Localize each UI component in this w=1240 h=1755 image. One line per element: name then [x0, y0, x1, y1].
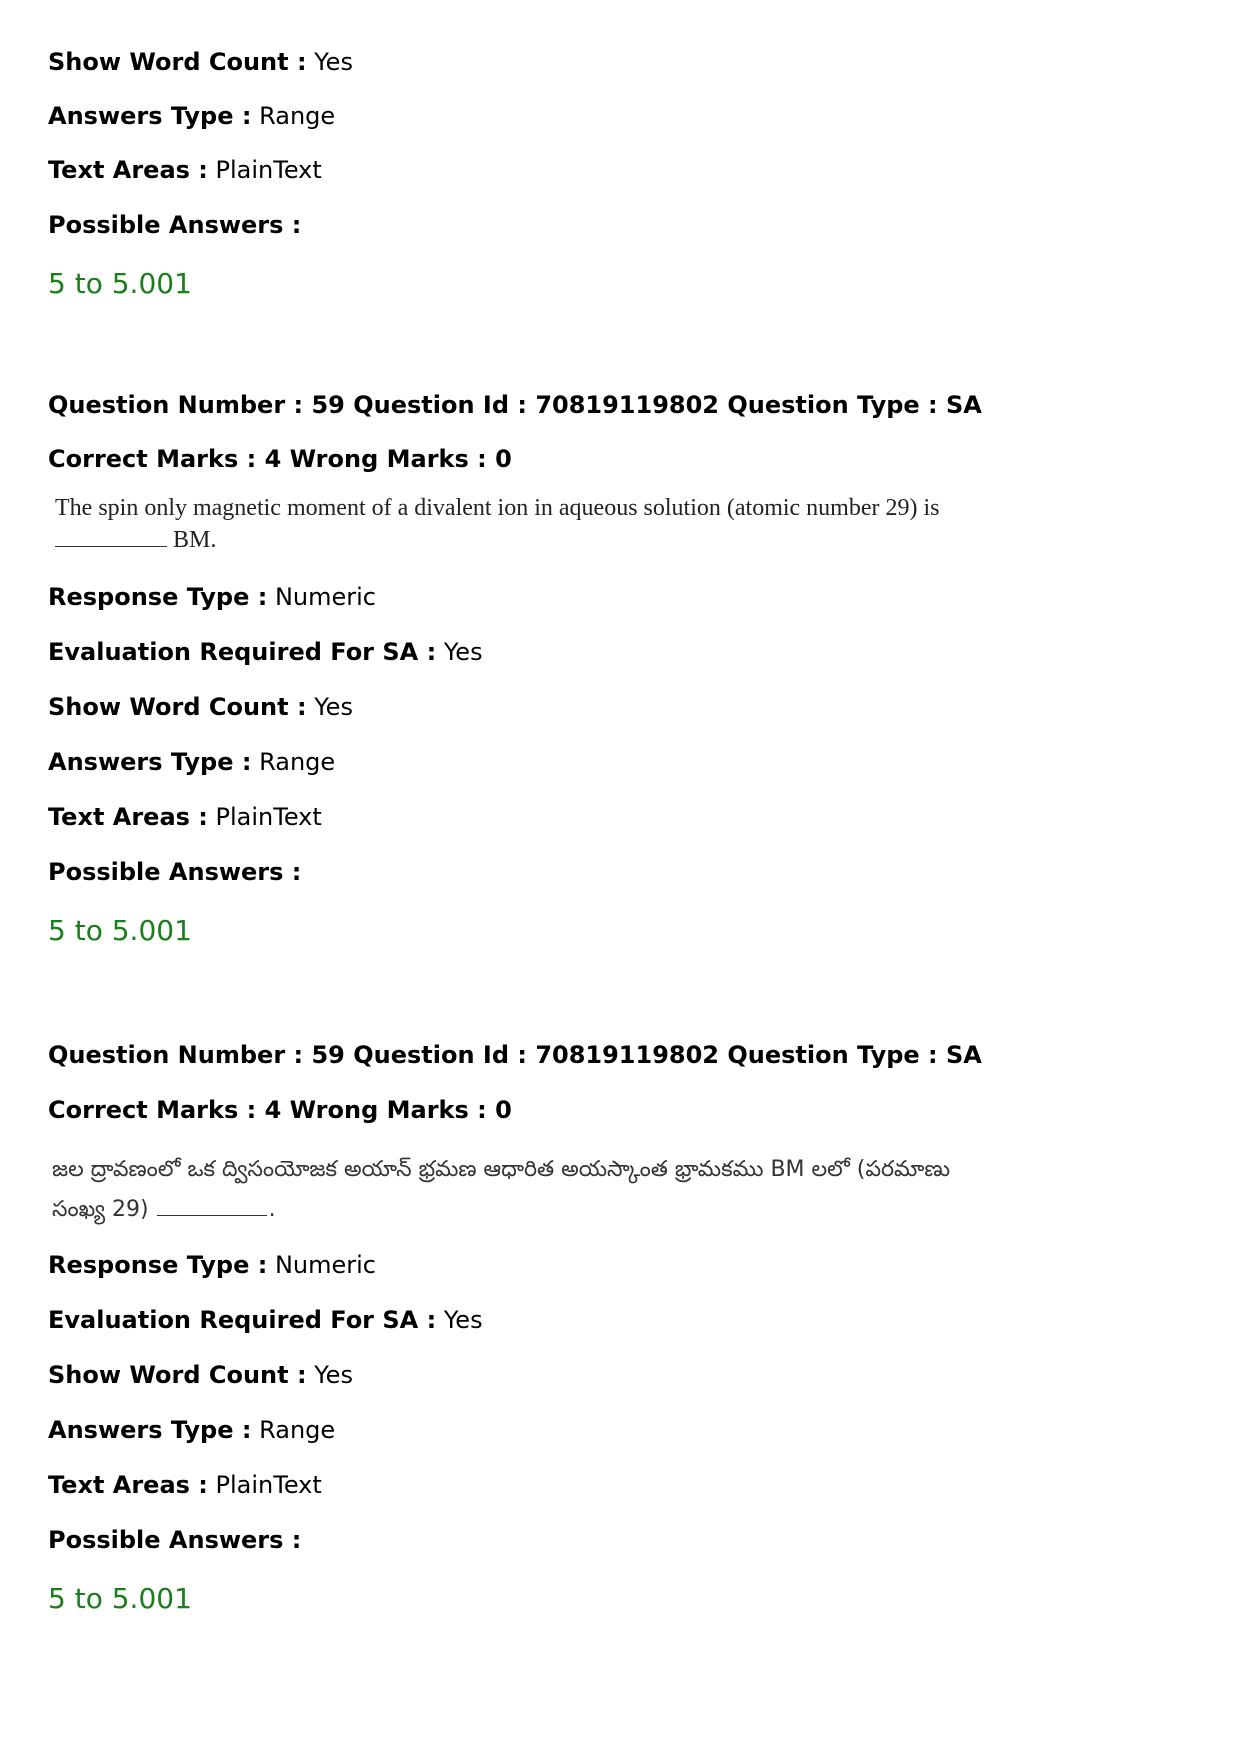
question-header: Question Number : 59 Question Id : 70819119802 Question Type : SA	[48, 1041, 982, 1069]
answer-blank	[55, 528, 167, 547]
field-label: Possible Answers :	[48, 211, 302, 239]
answers-type-row	[48, 101, 335, 131]
question-text-line: జల ద్రావణంలో ఒక ద్విసంయోజక అయాన్ భ్రమణ ఆధారిత అయస్కాంత భ్రామకము BM లలో (పరమాణు	[52, 1157, 951, 1182]
field-value: PlainText	[215, 156, 322, 184]
possible-answer-value: 5 to 5.001	[48, 914, 192, 947]
possible-answer-value: 5 to 5.001	[48, 1582, 192, 1615]
evaluation-required-row: Evaluation Required For SA : Yes	[48, 1306, 483, 1334]
question-text-line: The spin only magnetic moment of a divalent ion in aqueous solution (atomic number 29) is	[55, 495, 940, 521]
possible-answers-row: Possible Answers :	[48, 858, 302, 886]
response-type-row: Response Type : Numeric	[48, 1251, 376, 1279]
evaluation-required-row: Evaluation Required For SA : Yes	[48, 638, 483, 666]
field-value: Range	[259, 102, 336, 130]
question-text	[55, 492, 955, 556]
question-marks: Correct Marks : 4 Wrong Marks : 0	[48, 445, 512, 473]
show-word-count-row: Show Word Count : Yes	[48, 1361, 353, 1389]
answer-blank	[157, 1197, 267, 1216]
question-text-line: సంఖ్య 29) .	[52, 1197, 276, 1222]
answers-type-row: Answers Type : Range	[48, 1416, 336, 1444]
text-areas-row	[48, 155, 322, 185]
field-value: Yes	[314, 48, 353, 76]
answers-type-row: Answers Type : Range	[48, 748, 336, 776]
field-label: Text Areas :	[48, 156, 208, 184]
show-word-count-row: Show Word Count : Yes	[48, 693, 353, 721]
possible-answer-value: 5 to 5.001	[48, 267, 192, 300]
possible-answers-row: Possible Answers :	[48, 1526, 302, 1554]
show-word-count-row	[48, 47, 353, 77]
question-header: Question Number : 59 Question Id : 70819119802 Question Type : SA	[48, 391, 982, 419]
text-areas-row: Text Areas : PlainText	[48, 1471, 322, 1499]
text-areas-row: Text Areas : PlainText	[48, 803, 322, 831]
field-label: Answers Type :	[48, 102, 252, 130]
field-label: Show Word Count :	[48, 48, 307, 76]
possible-answers-row	[48, 210, 301, 240]
question-text-line: BM.	[55, 524, 955, 556]
question-text	[52, 1150, 952, 1230]
response-type-row: Response Type : Numeric	[48, 583, 376, 611]
question-marks: Correct Marks : 4 Wrong Marks : 0	[48, 1096, 512, 1124]
